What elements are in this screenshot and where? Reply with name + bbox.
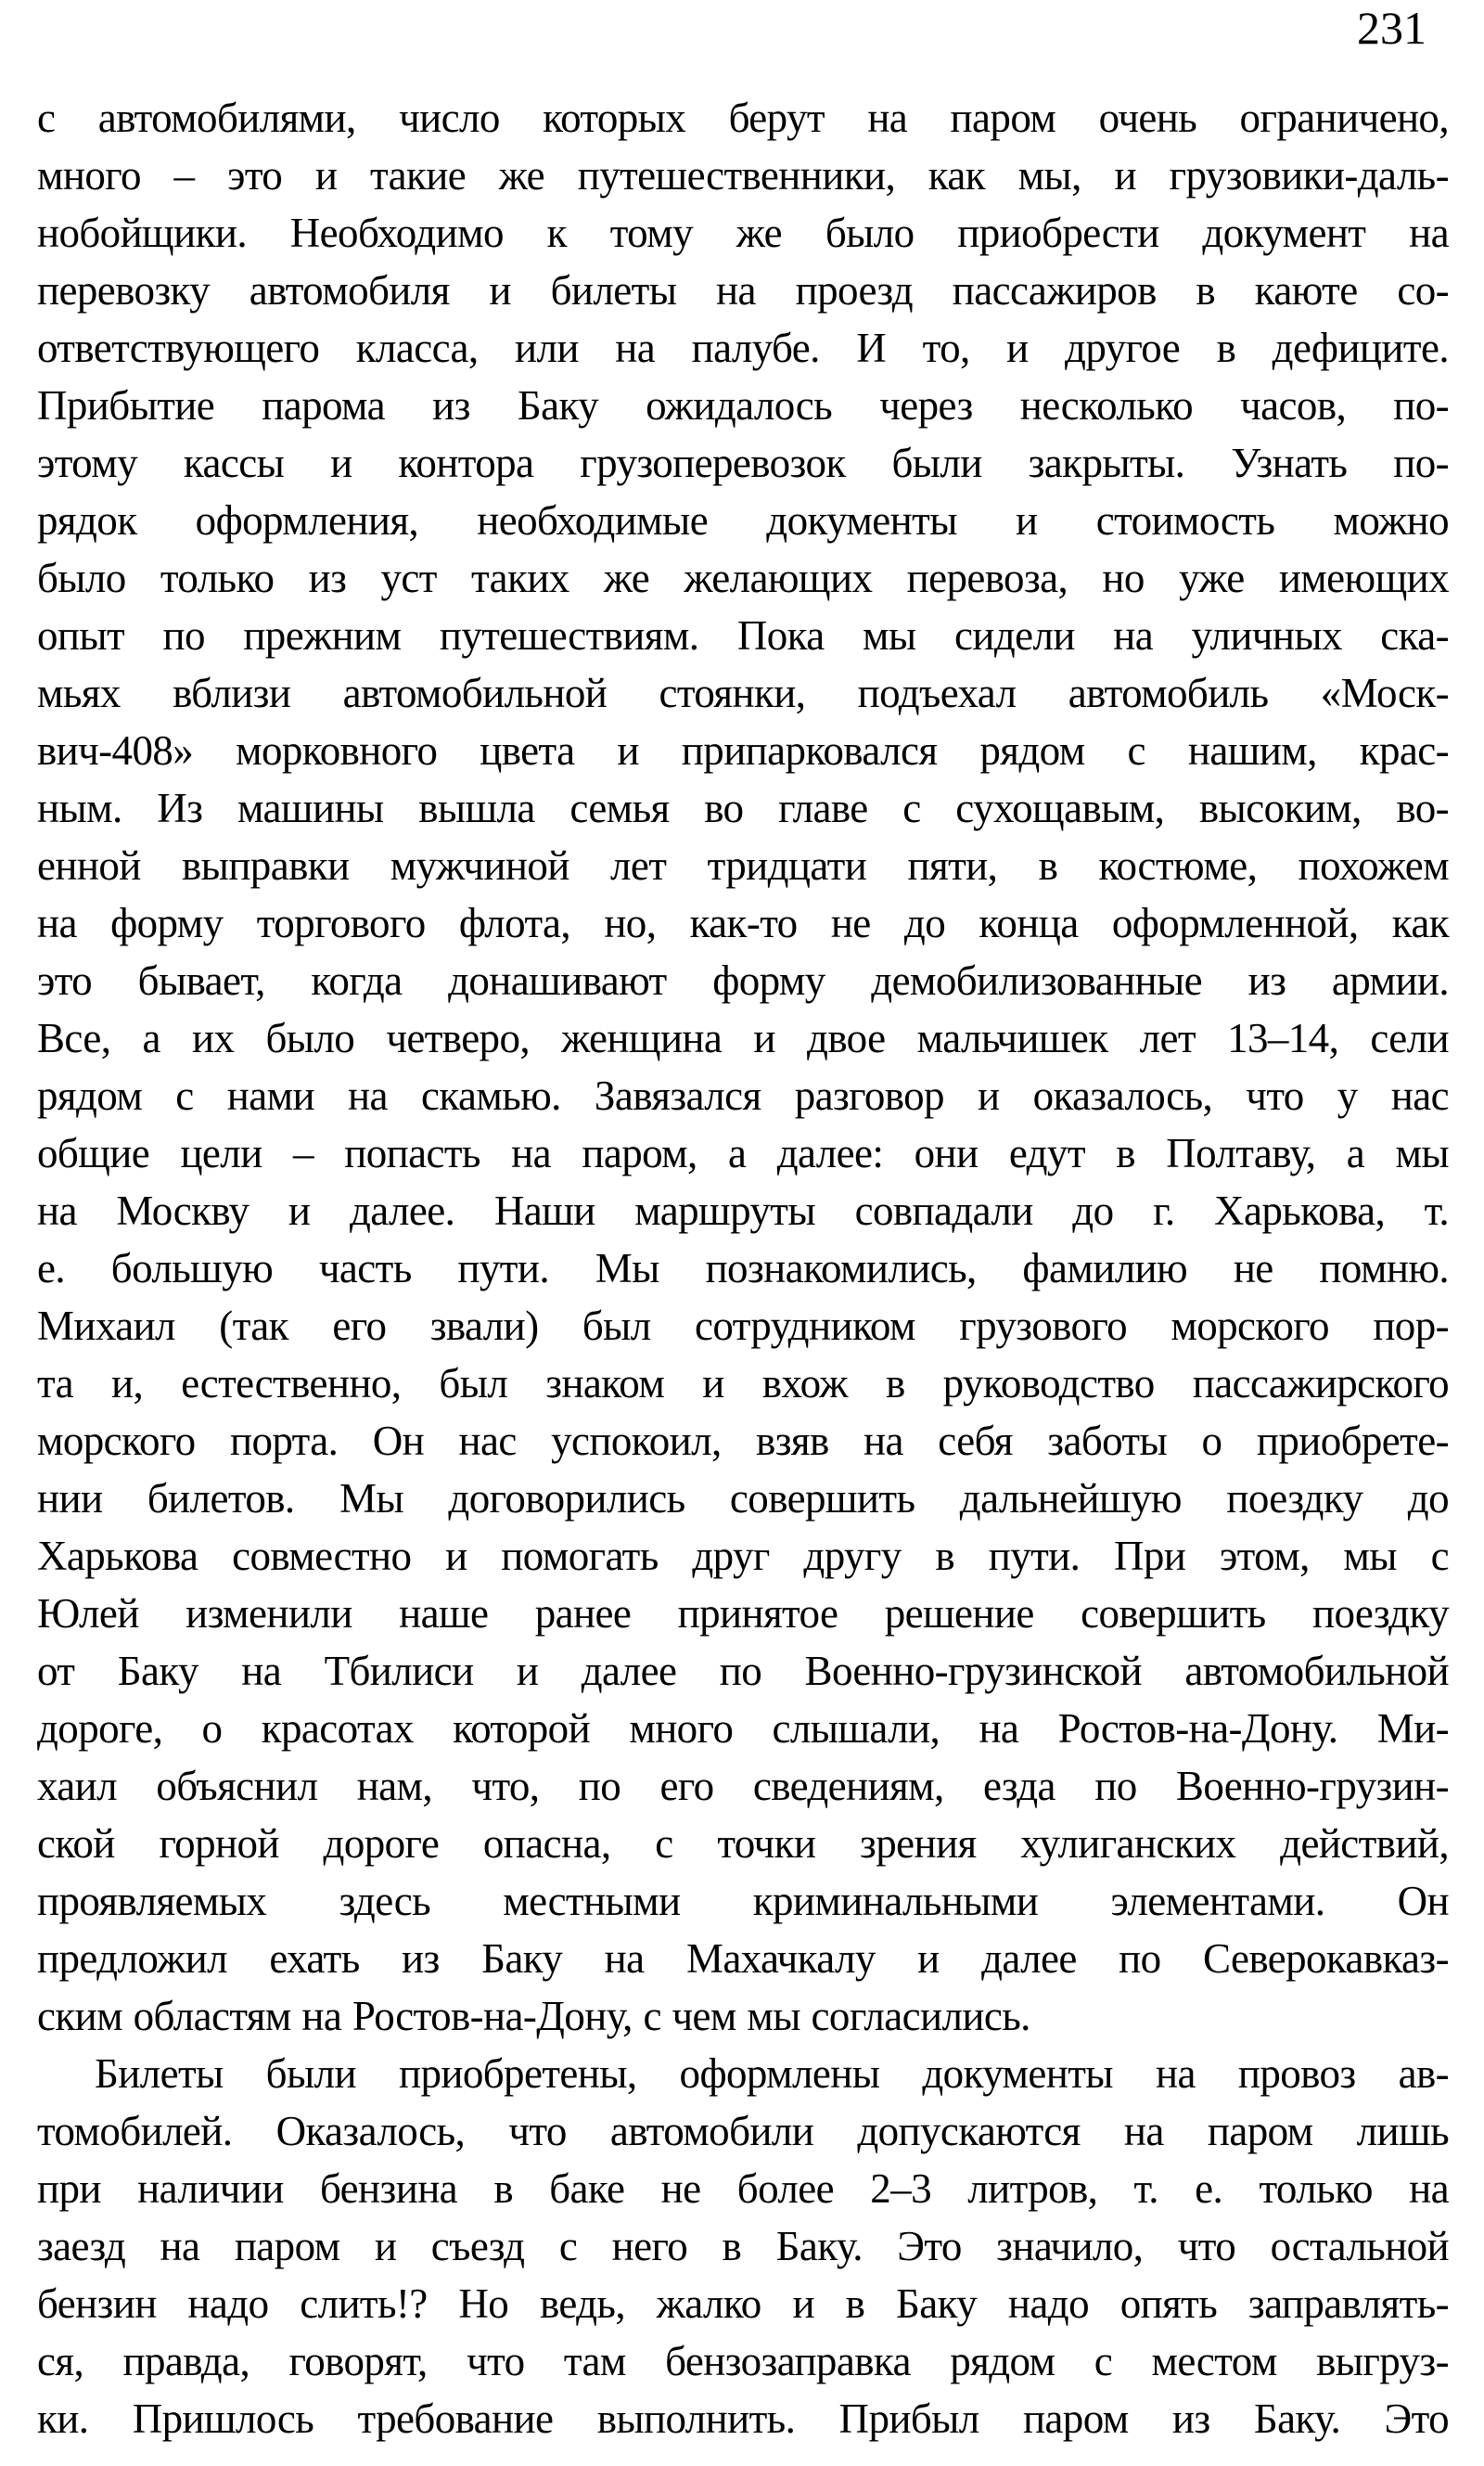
text-line: енной выправки мужчиной лет тридцати пяти, в костюме, похожем	[37, 842, 1449, 889]
text-line: Билеты были приобретены, оформлены документы на провоз ав-	[95, 2050, 1449, 2097]
text-line: хаил объяснил нам, что, по его сведениям, езда по Военно-грузин-	[37, 1763, 1449, 1809]
text-line: Прибытие парома из Баку ожидалось через несколько часов, по-	[37, 382, 1449, 429]
text-line: предложил ехать из Баку на Махачкалу и далее по Северокавказ-	[37, 1935, 1449, 1982]
text-line: ским областям на Ростов-на-Дону, с чем мы согласились.	[37, 1993, 1030, 2039]
text-line: дороге, о красотах которой много слышали, на Ростов-на-Дону. Ми-	[37, 1705, 1449, 1752]
text-line: бензин надо слить!? Но ведь, жалко и в Баку надо опять заправлять-	[37, 2280, 1449, 2327]
text-line: опыт по прежним путешествиям. Пока мы сидели на уличных ска-	[37, 612, 1449, 659]
text-line: томобилей. Оказалось, что автомобили допускаются на паром лишь	[37, 2108, 1449, 2154]
text-line: это бывает, когда донашивают форму демобилизованные из армии.	[37, 957, 1449, 1004]
text-line: нии билетов. Мы договорились совершить дальнейшую поездку до	[37, 1475, 1449, 1522]
text-line: мьях вблизи автомобильной стоянки, подъехал автомобиль «Моск-	[37, 670, 1449, 716]
text-line: на форму торгового флота, но, как-то не до конца оформленной, как	[37, 900, 1449, 946]
text-line: проявляемых здесь местными криминальными элементами. Он	[37, 1878, 1449, 1924]
text-line: ответствующего класса, или на палубе. И то, и другое в дефиците.	[37, 325, 1449, 371]
text-line: вич-408» морковного цвета и припарковался рядом с нашим, крас-	[37, 727, 1449, 774]
text-line: ской горной дороге опасна, с точки зрения хулиганских действий,	[37, 1820, 1449, 1867]
text-line: е. большую часть пути. Мы познакомились, фамилию не помню.	[37, 1245, 1449, 1291]
text-line: много – это и такие же путешественники, как мы, и грузовики-даль-	[37, 152, 1449, 199]
text-line: морского порта. Он нас успокоил, взяв на себя заботы о приобрете-	[37, 1418, 1449, 1464]
text-line: этому кассы и контора грузоперевозок были закрыты. Узнать по-	[37, 440, 1449, 486]
text-line: ся, правда, говорят, что там бензозаправка рядом с местом выгруз-	[37, 2338, 1449, 2384]
text-line: рядок оформления, необходимые документы и стоимость можно	[37, 497, 1449, 544]
text-line: было только из уст таких же желающих перевоза, но уже имеющих	[37, 555, 1449, 601]
text-line: Все, а их было четверо, женщина и двое мальчишек лет 13–14, сели	[37, 1015, 1449, 1061]
text-line: перевозку автомобиля и билеты на проезд пассажиров в каюте со-	[37, 267, 1449, 314]
text-line: от Баку на Тбилиси и далее по Военно-грузинской автомобильной	[37, 1648, 1449, 1694]
text-line: Юлей изменили наше ранее принятое решение совершить поездку	[37, 1590, 1449, 1637]
text-line: на Москву и далее. Наши маршруты совпадали до г. Харькова, т.	[37, 1188, 1449, 1234]
text-line: при наличии бензина в баке не более 2–3 литров, т. е. только на	[37, 2165, 1449, 2212]
text-line: ки. Пришлось требование выполнить. Прибыл паром из Баку. Это	[37, 2395, 1449, 2442]
body-text	[37, 89, 1449, 2447]
text-line: с автомобилями, число которых берут на паром очень ограничено,	[37, 95, 1449, 141]
text-line: заезд на паром и съезд с него в Баку. Это значило, что остальной	[37, 2223, 1449, 2269]
text-line: нобойщики. Необходимо к тому же было приобрести документ на	[37, 210, 1449, 256]
text-line: Харькова совместно и помогать друг другу в пути. При этом, мы с	[37, 1533, 1449, 1579]
page-number: 231	[1357, 2, 1426, 54]
text-line: ным. Из машины вышла семья во главе с сухощавым, высоким, во-	[37, 785, 1449, 831]
text-line: Михаил (так его звали) был сотрудником грузового морского пор-	[37, 1303, 1449, 1349]
text-line: рядом с нами на скамью. Завязался разговор и оказалось, что у нас	[37, 1072, 1449, 1119]
text-line: та и, естественно, был знаком и вхож в руководство пассажирского	[37, 1360, 1449, 1406]
text-line: общие цели – попасть на паром, а далее: они едут в Полтаву, а мы	[37, 1130, 1449, 1176]
